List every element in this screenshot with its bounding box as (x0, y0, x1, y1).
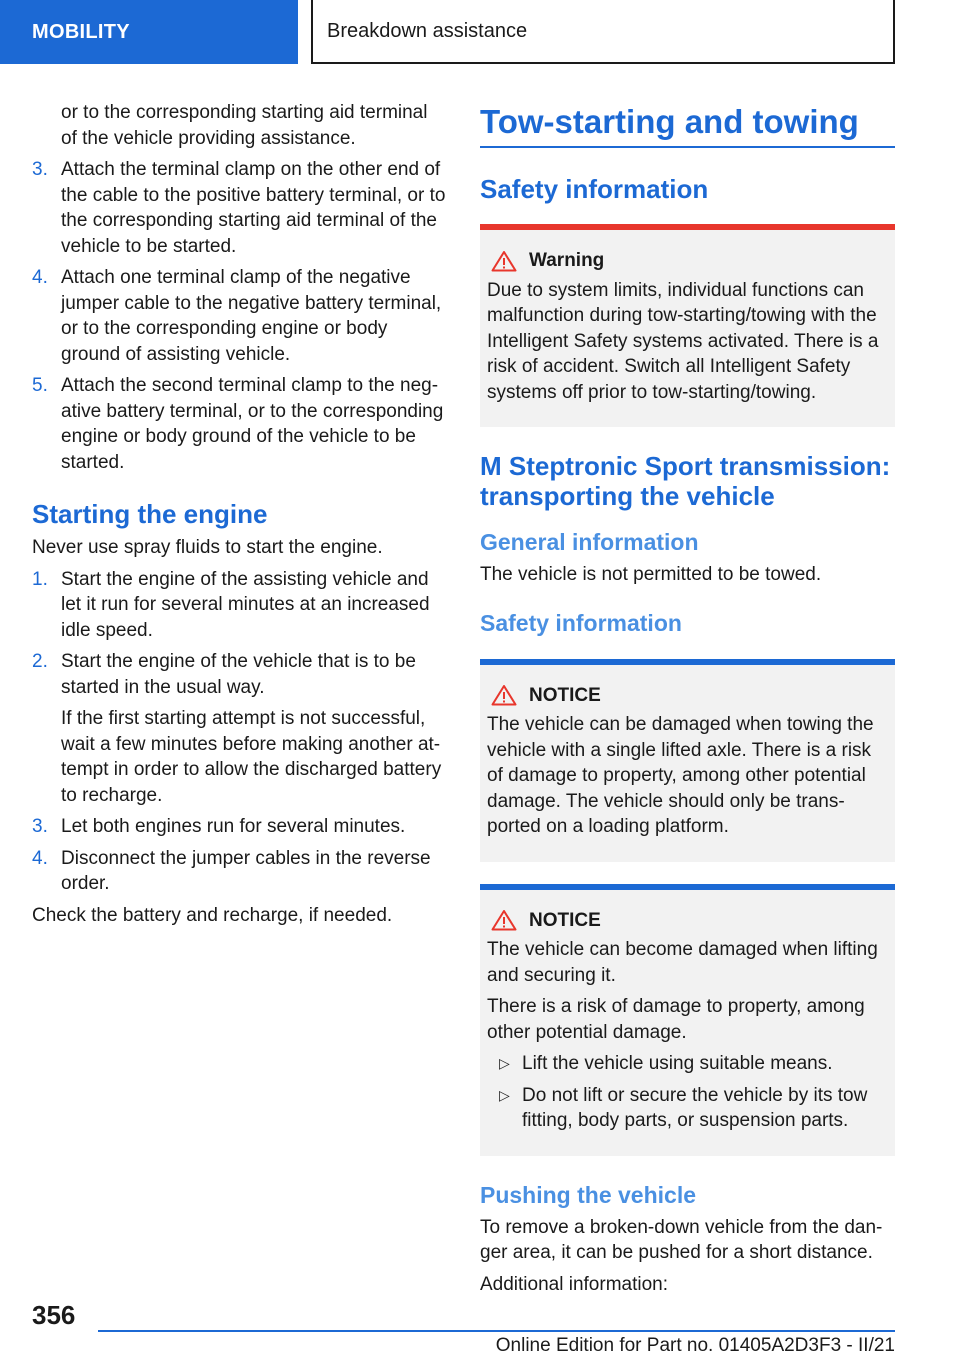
additional-info-label: Additional information: (480, 1273, 668, 1295)
bullet-arrow-icon: ▷ (499, 1086, 510, 1103)
notice-title (487, 683, 887, 709)
notice-bullets (487, 1051, 887, 1134)
step-text: Attach the second terminal clamp to the neg‐ative battery terminal, or to the corresponding engine or body ground of the vehicle to be started. (61, 375, 444, 473)
step-number: 3. (32, 159, 48, 180)
step-text: Start the engine of the vehicle that is to be started in the usual way. (61, 651, 416, 698)
subheading-general-information: General information (480, 529, 699, 555)
subheading-pushing-vehicle: Pushing the vehicle (480, 1181, 696, 1208)
right-column (480, 100, 895, 1303)
notice-text: The vehicle can be damaged when towing the vehicle with a single lifted axle. There is a risk of damage to property, among other potential damage. The vehicle should only be trans‐ported on a loading platform. (487, 714, 874, 837)
section-heading-safety: Safety information (480, 174, 709, 204)
continued-step-text: or to the corresponding starting aid terminal of the vehicle providing assistance. (61, 102, 428, 149)
section-heading-starting-engine: Starting the engine (32, 499, 268, 529)
notice-box-lifting (480, 884, 895, 1156)
page-title: Tow-starting and towing (480, 102, 895, 148)
list-item (32, 649, 448, 808)
notice-label: NOTICE (529, 684, 601, 706)
notice-label: NOTICE (529, 909, 601, 931)
bullet-text: Lift the vehicle using suitable means. (522, 1053, 833, 1074)
bullet-text: Do not lift or secure the vehicle by its tow fitting, body parts, or suspension parts. (522, 1084, 868, 1131)
list-item (487, 1083, 887, 1134)
list-item (32, 265, 448, 367)
notice-text: The vehicle can become damaged when lifting and securing it. (487, 939, 878, 986)
warning-label: Warning (529, 250, 605, 271)
page-number: 356 (32, 1300, 76, 1330)
notice-box-towing (480, 659, 895, 862)
section-tab: MOBILITY (0, 0, 298, 64)
footer-divider (98, 1330, 895, 1332)
step-number: 4. (32, 847, 48, 869)
step-text: Let both engines run for several minutes. (61, 816, 406, 837)
step-extra-text: If the first starting attempt is not successful, wait a few minutes before making another at‐tempt in order to allow the discharged battery to recharge. (61, 708, 442, 806)
list-item (32, 567, 448, 644)
warning-box (480, 224, 895, 427)
starting-intro: Never use spray fluids to start the engine. (32, 537, 383, 558)
warning-triangle-icon (491, 909, 517, 931)
step-text: Start the engine of the assisting vehicle and let it run for several minutes at an increased idle speed. (61, 568, 430, 641)
jumper-steps-list (32, 157, 448, 475)
step-text: Attach one terminal clamp of the negative jumper cable to the negative battery terminal, or to the corresponding engine or body ground of assisting vehicle. (61, 267, 442, 365)
warning-triangle-icon (491, 684, 517, 706)
warning-title (487, 248, 887, 274)
step-number: 1. (32, 568, 48, 590)
list-item (487, 1051, 887, 1077)
closing-text: Check the battery and recharge, if needed. (32, 904, 393, 926)
pushing-text: To remove a broken-down vehicle from the dan‐ger area, it can be pushed for a short distance. (480, 1216, 883, 1263)
chapter-title: Breakdown assistance (311, 0, 895, 64)
subheading-safety-information: Safety information (480, 609, 682, 636)
starting-steps-list (32, 567, 448, 897)
step-number: 5. (32, 375, 48, 396)
bullet-arrow-icon: ▷ (499, 1055, 510, 1071)
list-item (32, 157, 448, 259)
step-text: Attach the terminal clamp on the other end of the cable to the positive battery terminal, or to the corresponding starting aid terminal of the vehicle to be started. (61, 159, 446, 257)
warning-text: Due to system limits, individual functions can malfunction during tow-starting/towing with the Intelligent Safety systems activated. There is a risk of accident. Switch all Intelligent Safety systems off prior to tow-starting/towing. (487, 279, 879, 403)
step-number: 4. (32, 267, 48, 288)
step-number: 2. (32, 651, 48, 672)
list-item (32, 846, 448, 897)
edition-text: Online Edition for Part no. 01405A2D3F3 - II/21 (495, 1335, 895, 1356)
left-column (32, 100, 448, 934)
step-text: Disconnect the jumper cables in the reverse order. (61, 847, 431, 894)
general-text: The vehicle is not permitted to be towed. (480, 564, 822, 585)
list-item (32, 373, 448, 475)
notice-text: There is a risk of damage to property, among other potential damage. (487, 996, 865, 1043)
section-heading-m-steptronic: M Steptronic Sport transmission: transporting the vehicle (480, 451, 891, 511)
notice-title (487, 908, 887, 934)
warning-triangle-icon (491, 250, 517, 272)
step-number: 3. (32, 816, 48, 837)
list-item (32, 814, 448, 840)
